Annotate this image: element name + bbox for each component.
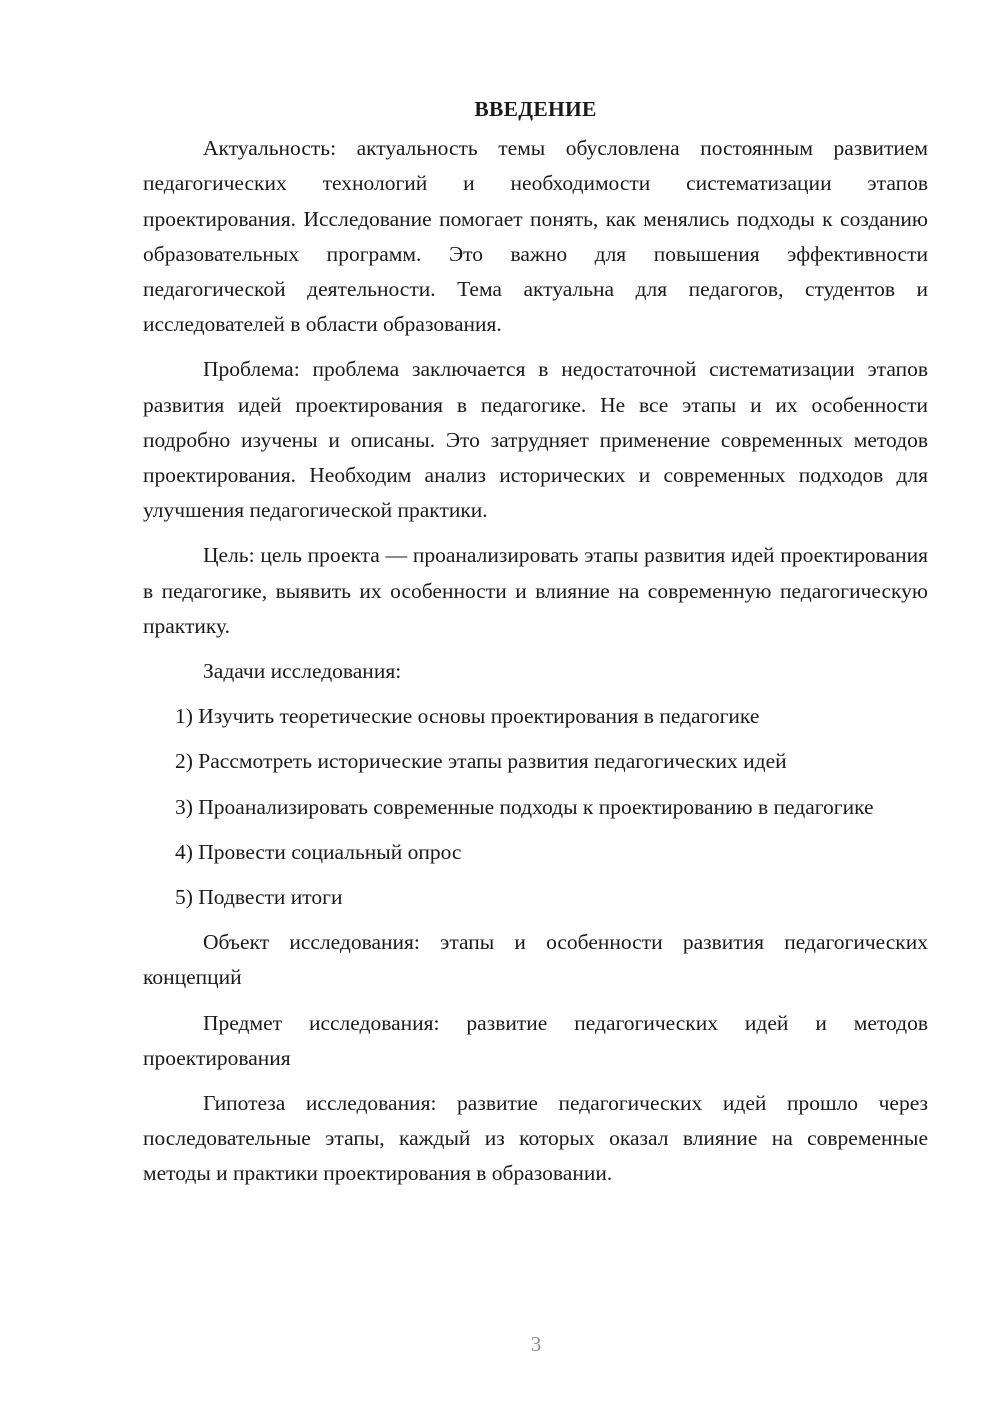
- paragraph-object: Объект исследования: этапы и особенности развития педагогических концепций: [143, 930, 928, 990]
- section-title: ВВЕДЕНИЕ: [474, 97, 597, 121]
- task-item-1: 1) Изучить теоретические основы проектирования в педагогике: [175, 704, 760, 729]
- paragraph-hypothesis: Гипотеза исследования: развитие педагогических идей прошло через последовательные этапы, каждый из которых оказал влияние на современные методы и практики проектирования в образовании.: [143, 1091, 928, 1186]
- page-number: 3: [530, 1332, 542, 1356]
- paragraph-problem: Проблема: проблема заключается в недостаточной систематизации этапов развития идей проектирования в педагогике. Не все этапы и их особенности подробно изучены и описаны. Это затрудняет применение современных методов проектирования. Необходим анализ исторических и современных подходов для улучшения педагогической практики.: [143, 357, 928, 523]
- paragraph-subject: Предмет исследования: развитие педагогических идей и методов проектирования: [143, 1010, 928, 1070]
- paragraph-relevance: Актуальность: актуальность темы обусловлена постоянным развитием педагогических технологий и необходимости систематизации этапов проектирования. Исследование помогает понять, как менялись подходы к созданию образовательных программ. Это важно для повышения эффективности педагогической деятельности. Тема актуальна для педагогов, студентов и исследователей в области образования.: [143, 136, 928, 337]
- task-item-2: 2) Рассмотреть исторические этапы развития педагогических идей: [175, 749, 787, 774]
- task-item-4: 4) Провести социальный опрос: [175, 839, 462, 864]
- paragraph-tasks-heading: Задачи исследования:: [203, 659, 402, 684]
- task-item-5: 5) Подвести итоги: [175, 885, 343, 910]
- page-content: [143, 92, 928, 1202]
- paragraph-goal: Цель: цель проекта — проанализировать этапы развития идей проектирования в педагогике, выявить их особенности и влияние на современную педагогическую практику.: [143, 543, 928, 638]
- task-item-3: 3) Проанализировать современные подходы к проектированию в педагогике: [175, 794, 874, 819]
